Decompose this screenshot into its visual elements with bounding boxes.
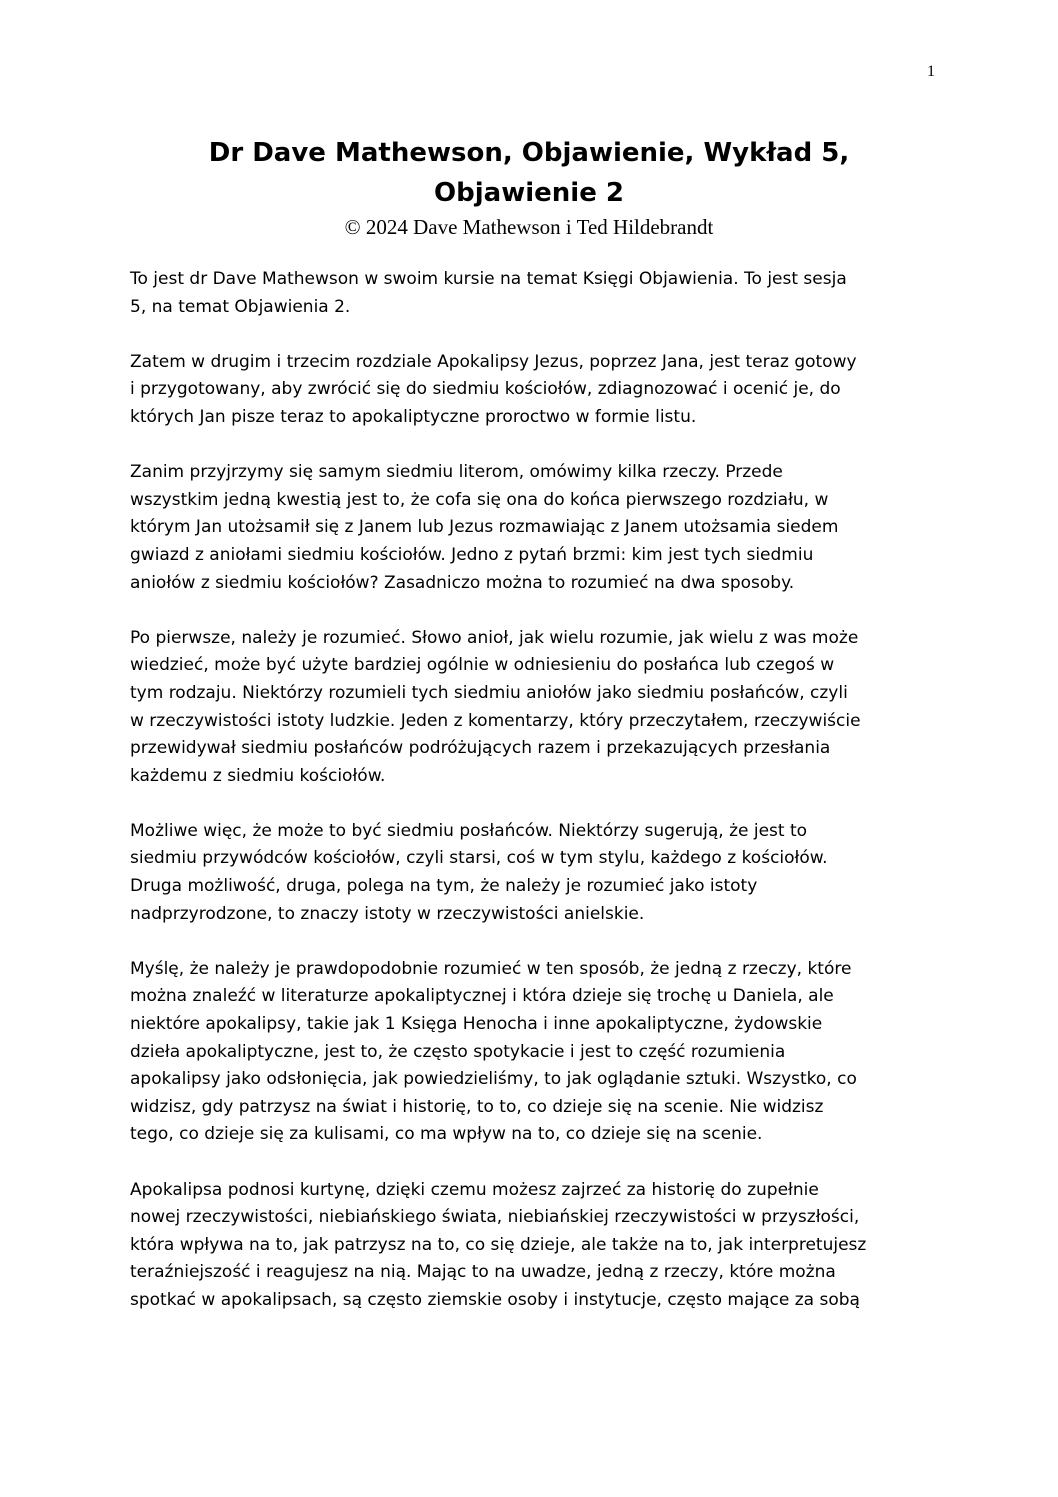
- paragraph-line: którym Jan utożsamił się z Janem lub Jezus rozmawiając z Janem utożsamia siedem: [130, 517, 839, 538]
- paragraph-line: gwiazd z aniołami siedmiu kościołów. Jedno z pytań brzmi: kim jest tych siedmiu: [130, 544, 814, 565]
- document-body: [130, 266, 935, 1342]
- paragraph-line: która wpływa na to, jak patrzysz na to, co się dzieje, ale także na to, jak interpretujesz: [130, 1234, 867, 1255]
- copyright-line: © 2024 Dave Mathewson i Ted Hildebrandt: [344, 215, 714, 239]
- body-paragraph: [130, 459, 935, 597]
- body-paragraph: [130, 1177, 935, 1315]
- paragraph-line: w rzeczywistości istoty ludzkie. Jeden z komentarzy, który przeczytałem, rzeczywiście: [130, 710, 861, 731]
- paragraph-line: Zatem w drugim i trzecim rozdziale Apokalipsy Jezus, poprzez Jana, jest teraz gotowy: [130, 351, 857, 372]
- paragraph-line: wszystkim jedną kwestią jest to, że cofa się ona do końca pierwszego rozdziału, w: [130, 489, 829, 510]
- paragraph-line: nadprzyrodzone, to znaczy istoty w rzeczywistości anielskie.: [130, 903, 645, 924]
- body-paragraph: [130, 818, 935, 928]
- paragraph-line: dzieła apokaliptyczne, jest to, że często spotykacie i jest to część rozumienia: [130, 1041, 786, 1062]
- paragraph-line: Po pierwsze, należy je rozumieć. Słowo anioł, jak wielu rozumie, jak wielu z was może: [130, 627, 859, 648]
- paragraph-line: tym rodzaju. Niektórzy rozumieli tych siedmiu aniołów jako siedmiu posłańców, czyli: [130, 682, 848, 703]
- paragraph-line: można znaleźć w literaturze apokaliptycznej i która dzieje się trochę u Daniela, ale: [130, 986, 834, 1007]
- paragraph-line: widzisz, gdy patrzysz na świat i historię, to to, co dzieje się na scenie. Nie widzisz: [130, 1096, 824, 1117]
- paragraph-line: niektóre apokalipsy, takie jak 1 Księga Henocha i inne apokaliptyczne, żydowskie: [130, 1014, 823, 1035]
- paragraph-line: spotkać w apokalipsach, są często ziemskie osoby i instytucje, często mające za sobą: [130, 1289, 860, 1310]
- body-paragraph: [130, 625, 935, 791]
- document-title: [0, 133, 1058, 213]
- paragraph-line: apokalipsy jako odsłonięcia, jak powiedzieliśmy, to jak oglądanie sztuki. Wszystko, co: [130, 1069, 857, 1090]
- paragraph-line: Możliwe więc, że może to być siedmiu posłańców. Niektórzy sugerują, że jest to: [130, 820, 808, 841]
- paragraph-line: To jest dr Dave Mathewson w swoim kursie na temat Księgi Objawienia. To jest sesja: [130, 269, 847, 289]
- paragraph-line: których Jan pisze teraz to apokaliptyczne proroctwo w formie listu.: [130, 406, 697, 427]
- paragraph-line: Druga możliwość, druga, polega na tym, że należy je rozumieć jako istoty: [130, 876, 758, 897]
- paragraph-line: wiedzieć, może być użyte bardziej ogólnie w odniesieniu do posłańca lub czegoś w: [130, 655, 835, 676]
- title-line-1: Dr Dave Mathewson, Objawienie, Wykład 5,: [208, 138, 850, 168]
- paragraph-line: tego, co dzieje się za kulisami, co ma wpływ na to, co dzieje się na scenie.: [130, 1124, 763, 1145]
- body-paragraph: [130, 349, 935, 432]
- paragraph-line: nowej rzeczywistości, niebiańskiego świata, niebiańskiej rzeczywistości w przyszłości,: [130, 1207, 860, 1228]
- body-paragraph: [130, 956, 935, 1149]
- paragraph-line: 5, na temat Objawienia 2.: [130, 296, 351, 317]
- page-number: 1: [927, 63, 935, 80]
- paragraph-line: siedmiu przywódców kościołów, czyli starsi, coś w tym stylu, każdego z kościołów.: [130, 848, 828, 869]
- paragraph-line: każdemu z siedmiu kościołów.: [130, 765, 386, 786]
- title-line-2: Objawienie 2: [434, 178, 624, 208]
- paragraph-line: Myślę, że należy je prawdopodobnie rozumieć w ten sposób, że jedną z rzeczy, które: [130, 958, 852, 979]
- paragraph-line: teraźniejszość i reagujesz na nią. Mając to na uwadze, jedną z rzeczy, które można: [130, 1262, 836, 1283]
- paragraph-line: aniołów z siedmiu kościołów? Zasadniczo można to rozumieć na dwa sposoby.: [130, 572, 795, 593]
- paragraph-line: Apokalipsa podnosi kurtynę, dzięki czemu możesz zajrzeć za historię do zupełnie: [130, 1179, 819, 1200]
- body-paragraph: [130, 266, 935, 321]
- paragraph-line: przewidywał siedmiu posłańców podróżujących razem i przekazujących przesłania: [130, 738, 831, 759]
- paragraph-line: i przygotowany, aby zwrócić się do siedmiu kościołów, zdiagnozować i ocenić je, do: [130, 379, 841, 400]
- paragraph-line: Zanim przyjrzymy się samym siedmiu literom, omówimy kilka rzeczy. Przede: [130, 462, 783, 483]
